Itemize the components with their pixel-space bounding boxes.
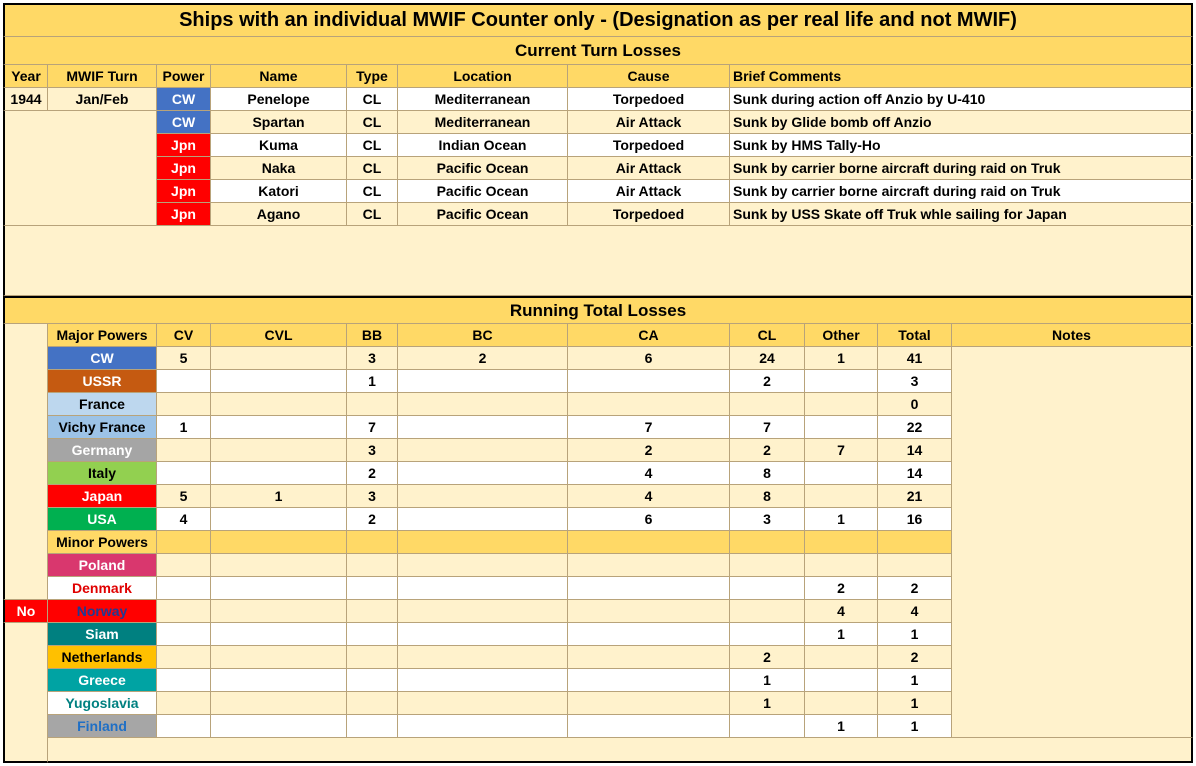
location-cell[interactable]: Mediterranean [398,88,568,111]
current-col-header[interactable]: Brief Comments [730,65,1193,88]
loss-other-cell[interactable]: 1 [805,623,878,646]
year-cell[interactable]: 1944 [3,88,48,111]
power-cell[interactable]: Jpn [157,203,211,226]
loss-cl-cell[interactable] [730,554,805,577]
loss-cv-cell[interactable]: 5 [157,347,211,370]
loss-bc-cell[interactable] [398,416,568,439]
loss-other-cell[interactable] [805,462,878,485]
loss-bb-cell[interactable] [347,623,398,646]
loss-cv-cell[interactable] [157,692,211,715]
minor-header-filler[interactable] [398,531,568,554]
minor-header-filler[interactable] [730,531,805,554]
loss-total-cell[interactable]: 2 [878,646,952,669]
loss-bb-cell[interactable]: 3 [347,485,398,508]
loss-bc-cell[interactable] [398,669,568,692]
loss-cvl-cell[interactable] [211,646,347,669]
loss-cvl-cell[interactable] [211,692,347,715]
running-col-header[interactable]: BC [398,324,568,347]
loss-bc-cell[interactable] [398,554,568,577]
loss-cv-cell[interactable]: 4 [157,508,211,531]
loss-cv-cell[interactable] [157,623,211,646]
loss-bb-cell[interactable]: 3 [347,439,398,462]
loss-bc-cell[interactable] [398,646,568,669]
loss-cv-cell[interactable]: 1 [157,416,211,439]
loss-cvl-cell[interactable] [211,715,347,738]
loss-bb-cell[interactable]: 2 [347,508,398,531]
loss-cv-cell[interactable]: 5 [157,485,211,508]
ship-type-cell[interactable]: CL [347,203,398,226]
loss-cv-cell[interactable] [157,715,211,738]
minor-header-filler[interactable] [878,531,952,554]
loss-total-cell[interactable]: 16 [878,508,952,531]
loss-bb-cell[interactable] [347,600,398,623]
loss-ca-cell[interactable]: 6 [568,508,730,531]
location-cell[interactable]: Mediterranean [398,111,568,134]
loss-cl-cell[interactable]: 1 [730,669,805,692]
turn-cell[interactable]: Jan/Feb [48,88,157,111]
loss-bc-cell[interactable] [398,393,568,416]
ship-name-cell[interactable]: Kuma [211,134,347,157]
loss-other-cell[interactable] [805,692,878,715]
loss-other-cell[interactable] [805,669,878,692]
ship-type-cell[interactable]: CL [347,157,398,180]
loss-ca-cell[interactable] [568,577,730,600]
loss-cl-cell[interactable] [730,715,805,738]
loss-cvl-cell[interactable] [211,508,347,531]
loss-cvl-cell[interactable] [211,347,347,370]
cause-cell[interactable]: Torpedoed [568,203,730,226]
loss-bc-cell[interactable] [398,462,568,485]
loss-other-cell[interactable] [805,416,878,439]
loss-other-cell[interactable]: 1 [805,715,878,738]
comment-cell[interactable]: Sunk by USS Skate off Truk whle sailing for Japan [730,203,1193,226]
loss-cvl-cell[interactable] [211,370,347,393]
loss-total-cell[interactable]: 22 [878,416,952,439]
loss-cl-cell[interactable]: 7 [730,416,805,439]
loss-other-cell[interactable] [805,370,878,393]
ship-type-cell[interactable]: CL [347,111,398,134]
loss-ca-cell[interactable]: 7 [568,416,730,439]
comment-cell[interactable]: Sunk by carrier borne aircraft during raid on Truk [730,157,1193,180]
loss-cvl-cell[interactable] [211,416,347,439]
loss-cvl-cell[interactable] [211,577,347,600]
loss-bc-cell[interactable] [398,508,568,531]
loss-total-cell[interactable]: 14 [878,462,952,485]
loss-cvl-cell[interactable] [211,393,347,416]
power-name-cell[interactable]: Finland [48,715,157,738]
power-name-cell[interactable]: USA [48,508,157,531]
loss-cvl-cell[interactable] [211,439,347,462]
loss-cv-cell[interactable] [157,370,211,393]
loss-other-cell[interactable]: 4 [805,600,878,623]
loss-other-cell[interactable]: 1 [805,347,878,370]
comment-cell[interactable]: Sunk by HMS Tally-Ho [730,134,1193,157]
loss-cv-cell[interactable] [157,439,211,462]
cause-cell[interactable]: Torpedoed [568,134,730,157]
loss-bc-cell[interactable] [398,623,568,646]
current-col-header[interactable]: Year [3,65,48,88]
loss-total-cell[interactable]: 0 [878,393,952,416]
loss-ca-cell[interactable] [568,600,730,623]
loss-cl-cell[interactable] [730,623,805,646]
power-name-cell[interactable]: CW [48,347,157,370]
power-name-cell[interactable]: Japan [48,485,157,508]
ship-type-cell[interactable]: CL [347,88,398,111]
loss-other-cell[interactable]: 2 [805,577,878,600]
loss-ca-cell[interactable] [568,623,730,646]
loss-cv-cell[interactable] [157,669,211,692]
loss-bb-cell[interactable] [347,692,398,715]
current-turn-heading[interactable]: Current Turn Losses [3,37,1193,65]
power-cell[interactable]: Jpn [157,157,211,180]
loss-ca-cell[interactable] [568,669,730,692]
loss-total-cell[interactable]: 2 [878,577,952,600]
sheet-title[interactable]: Ships with an individual MWIF Counter only - (Designation as per real life and not MWIF) [3,3,1193,37]
loss-cv-cell[interactable] [157,462,211,485]
loss-ca-cell[interactable] [568,692,730,715]
ship-name-cell[interactable]: Naka [211,157,347,180]
loss-bb-cell[interactable]: 7 [347,416,398,439]
power-name-cell[interactable]: Greece [48,669,157,692]
power-cell[interactable]: CW [157,111,211,134]
ship-type-cell[interactable]: CL [347,180,398,203]
loss-bb-cell[interactable] [347,669,398,692]
loss-ca-cell[interactable] [568,715,730,738]
loss-ca-cell[interactable] [568,370,730,393]
running-col-header[interactable]: CVL [211,324,347,347]
running-col-header[interactable]: BB [347,324,398,347]
loss-bc-cell[interactable] [398,370,568,393]
power-name-cell[interactable]: Norway [48,600,157,623]
ship-type-cell[interactable]: CL [347,134,398,157]
location-cell[interactable]: Indian Ocean [398,134,568,157]
loss-cl-cell[interactable] [730,600,805,623]
flag-cell[interactable]: No [3,600,48,623]
power-name-cell[interactable]: Italy [48,462,157,485]
minor-header-filler[interactable] [211,531,347,554]
ship-name-cell[interactable]: Agano [211,203,347,226]
minor-header-filler[interactable] [568,531,730,554]
loss-cvl-cell[interactable] [211,669,347,692]
loss-cv-cell[interactable] [157,646,211,669]
current-col-header[interactable]: Name [211,65,347,88]
loss-ca-cell[interactable]: 4 [568,485,730,508]
loss-cvl-cell[interactable] [211,462,347,485]
loss-bc-cell[interactable]: 2 [398,347,568,370]
loss-cv-cell[interactable] [157,577,211,600]
loss-cl-cell[interactable]: 8 [730,462,805,485]
current-empty-area[interactable] [3,226,1193,296]
loss-other-cell[interactable]: 7 [805,439,878,462]
cause-cell[interactable]: Air Attack [568,111,730,134]
loss-ca-cell[interactable]: 2 [568,439,730,462]
power-name-cell[interactable]: France [48,393,157,416]
loss-ca-cell[interactable]: 4 [568,462,730,485]
running-col-header[interactable]: CA [568,324,730,347]
loss-bb-cell[interactable] [347,577,398,600]
comment-cell[interactable]: Sunk by Glide bomb off Anzio [730,111,1193,134]
power-name-cell[interactable]: Vichy France [48,416,157,439]
loss-other-cell[interactable] [805,646,878,669]
loss-cl-cell[interactable]: 24 [730,347,805,370]
loss-cvl-cell[interactable] [211,600,347,623]
loss-total-cell[interactable]: 1 [878,692,952,715]
running-col-header[interactable]: CV [157,324,211,347]
loss-cvl-cell[interactable]: 1 [211,485,347,508]
loss-ca-cell[interactable] [568,393,730,416]
power-cell[interactable]: CW [157,88,211,111]
running-col-header[interactable]: Total [878,324,952,347]
loss-bc-cell[interactable] [398,715,568,738]
loss-cl-cell[interactable] [730,577,805,600]
comment-cell[interactable]: Sunk during action off Anzio by U-410 [730,88,1193,111]
loss-cvl-cell[interactable] [211,623,347,646]
location-cell[interactable]: Pacific Ocean [398,203,568,226]
location-cell[interactable]: Pacific Ocean [398,180,568,203]
power-name-cell[interactable]: Netherlands [48,646,157,669]
location-cell[interactable]: Pacific Ocean [398,157,568,180]
loss-other-cell[interactable] [805,393,878,416]
loss-total-cell[interactable]: 4 [878,600,952,623]
cause-cell[interactable]: Air Attack [568,180,730,203]
loss-total-cell[interactable]: 1 [878,669,952,692]
cause-cell[interactable]: Torpedoed [568,88,730,111]
loss-total-cell[interactable]: 21 [878,485,952,508]
loss-cl-cell[interactable]: 2 [730,439,805,462]
minor-header-filler[interactable] [347,531,398,554]
loss-bc-cell[interactable] [398,485,568,508]
loss-bc-cell[interactable] [398,600,568,623]
current-side-filler[interactable] [3,111,157,226]
running-col-header[interactable]: Notes [952,324,1193,347]
ship-name-cell[interactable]: Spartan [211,111,347,134]
loss-bb-cell[interactable] [347,715,398,738]
running-col-header[interactable]: Major Powers [48,324,157,347]
loss-total-cell[interactable]: 41 [878,347,952,370]
current-col-header[interactable]: Cause [568,65,730,88]
loss-cl-cell[interactable] [730,393,805,416]
loss-total-cell[interactable]: 1 [878,623,952,646]
loss-bb-cell[interactable] [347,646,398,669]
loss-cv-cell[interactable] [157,600,211,623]
notes-area[interactable] [952,347,1193,738]
loss-bb-cell[interactable] [347,393,398,416]
minor-header-filler[interactable] [805,531,878,554]
loss-ca-cell[interactable]: 6 [568,347,730,370]
loss-other-cell[interactable]: 1 [805,508,878,531]
power-name-cell[interactable]: Poland [48,554,157,577]
loss-bb-cell[interactable] [347,554,398,577]
loss-other-cell[interactable] [805,554,878,577]
power-name-cell[interactable]: USSR [48,370,157,393]
running-col-header[interactable]: CL [730,324,805,347]
loss-bb-cell[interactable]: 3 [347,347,398,370]
loss-cvl-cell[interactable] [211,554,347,577]
loss-bc-cell[interactable] [398,439,568,462]
running-side-filler[interactable] [3,623,48,763]
loss-bc-cell[interactable] [398,692,568,715]
ship-name-cell[interactable]: Katori [211,180,347,203]
loss-total-cell[interactable]: 14 [878,439,952,462]
ship-name-cell[interactable]: Penelope [211,88,347,111]
loss-total-cell[interactable]: 3 [878,370,952,393]
power-cell[interactable]: Jpn [157,134,211,157]
loss-cl-cell[interactable]: 2 [730,370,805,393]
loss-bc-cell[interactable] [398,577,568,600]
current-col-header[interactable]: MWIF Turn [48,65,157,88]
loss-ca-cell[interactable] [568,554,730,577]
current-col-header[interactable]: Location [398,65,568,88]
current-col-header[interactable]: Power [157,65,211,88]
cause-cell[interactable]: Air Attack [568,157,730,180]
minor-powers-heading[interactable]: Minor Powers [48,531,157,554]
minor-header-filler[interactable] [157,531,211,554]
loss-bb-cell[interactable]: 2 [347,462,398,485]
loss-cl-cell[interactable]: 3 [730,508,805,531]
power-name-cell[interactable]: Yugoslavia [48,692,157,715]
loss-cl-cell[interactable]: 1 [730,692,805,715]
running-total-heading[interactable]: Running Total Losses [3,296,1193,324]
loss-cl-cell[interactable]: 8 [730,485,805,508]
power-name-cell[interactable]: Denmark [48,577,157,600]
bottom-filler[interactable] [48,738,1193,763]
current-col-header[interactable]: Type [347,65,398,88]
power-name-cell[interactable]: Germany [48,439,157,462]
loss-cl-cell[interactable]: 2 [730,646,805,669]
power-name-cell[interactable]: Siam [48,623,157,646]
loss-ca-cell[interactable] [568,646,730,669]
loss-cv-cell[interactable] [157,554,211,577]
loss-total-cell[interactable] [878,554,952,577]
running-col-header[interactable]: Other [805,324,878,347]
running-side-filler[interactable] [3,324,48,600]
loss-cv-cell[interactable] [157,393,211,416]
loss-other-cell[interactable] [805,485,878,508]
loss-bb-cell[interactable]: 1 [347,370,398,393]
comment-cell[interactable]: Sunk by carrier borne aircraft during raid on Truk [730,180,1193,203]
loss-total-cell[interactable]: 1 [878,715,952,738]
power-cell[interactable]: Jpn [157,180,211,203]
